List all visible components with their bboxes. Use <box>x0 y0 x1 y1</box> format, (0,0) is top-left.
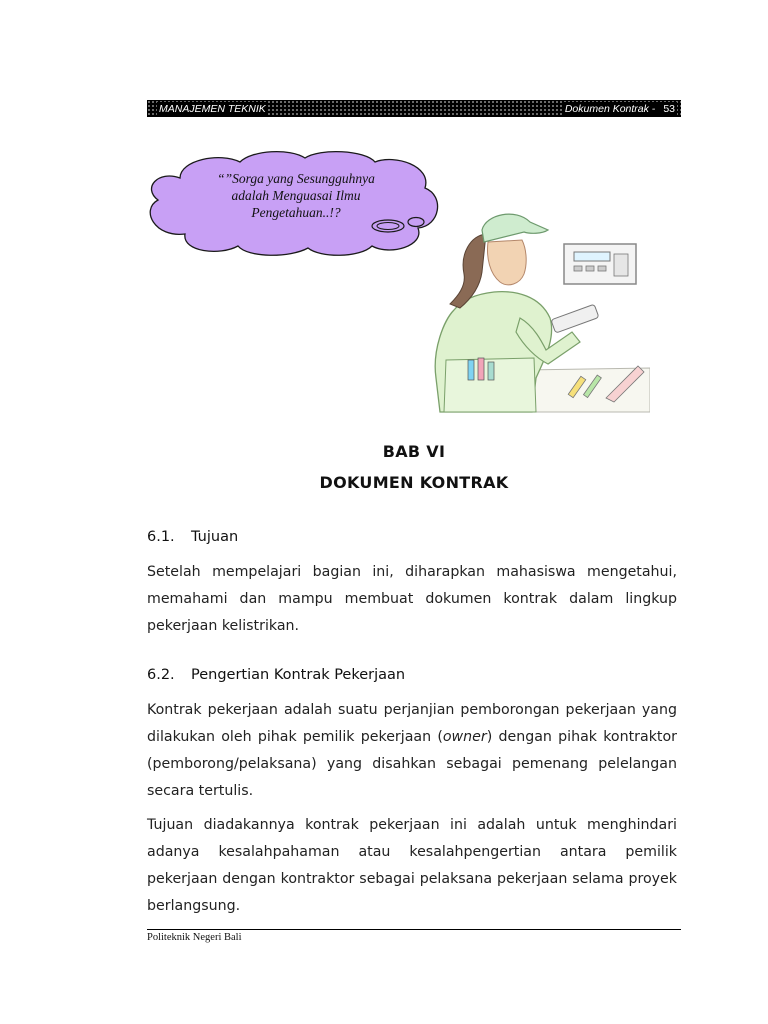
paragraph-text: ) dengan pihak kontraktor (pemborong/pelaksana) yang disahkan sebagai pemenang pelelangan secara tertulis. <box>147 729 677 799</box>
paragraph-tujuan-kontrak: Tujuan diadakannya kontrak pekerjaan ini adalah untuk menghindari adanya kesalahpahaman atau kesalahpengertian antara pemilik pekerjaan dengan kontraktor sebagai pelaksana pekerjaan selama proyek berlangsung. <box>147 817 677 914</box>
quote-line-1: “”Sorga yang Sesungguhnya <box>217 171 375 186</box>
quote-line-2: adalah Menguasai Ilmu <box>231 188 361 203</box>
control-panel-icon <box>564 244 636 284</box>
paragraph-text: Kontrak pekerjaan adalah suatu perjanjian pemborongan pekerjaan yang dilakukan oleh pihak pemilik pekerjaan ( <box>147 702 677 745</box>
section-title: Tujuan <box>191 529 239 545</box>
technician-illustration <box>424 200 650 414</box>
footer-institution: Politeknik Negeri Bali <box>147 932 242 943</box>
section-heading-tujuan <box>147 529 238 545</box>
section-number: 6.1. <box>147 529 175 545</box>
quote-text <box>196 170 396 221</box>
paragraph-italic-term: owner <box>442 729 487 745</box>
section-heading-pengertian <box>147 667 405 683</box>
page-header <box>147 100 681 117</box>
paragraph-tujuan: Setelah mempelajari bagian ini, diharapkan mahasiswa mengetahui, memahami dan mampu membuat dokumen kontrak dalam lingkup pekerjaan kelistrikan. <box>147 564 677 634</box>
section-title: Pengertian Kontrak Pekerjaan <box>191 667 406 683</box>
footer-divider <box>147 929 681 930</box>
quote-cloud <box>140 148 450 258</box>
paragraph-pengertian <box>147 697 677 805</box>
page-number: 53 <box>663 102 675 115</box>
chapter-number: BAB VI <box>382 442 446 461</box>
chapter-title: DOKUMEN KONTRAK <box>319 473 509 492</box>
section-number: 6.2. <box>147 667 175 683</box>
quote-line-3: Pengetahuan..!? <box>251 205 341 220</box>
header-course-title: MANAJEMEN TEKNIK <box>159 102 266 115</box>
header-chapter <box>563 102 677 116</box>
header-chapter-label: Dokumen Kontrak - <box>564 102 656 115</box>
